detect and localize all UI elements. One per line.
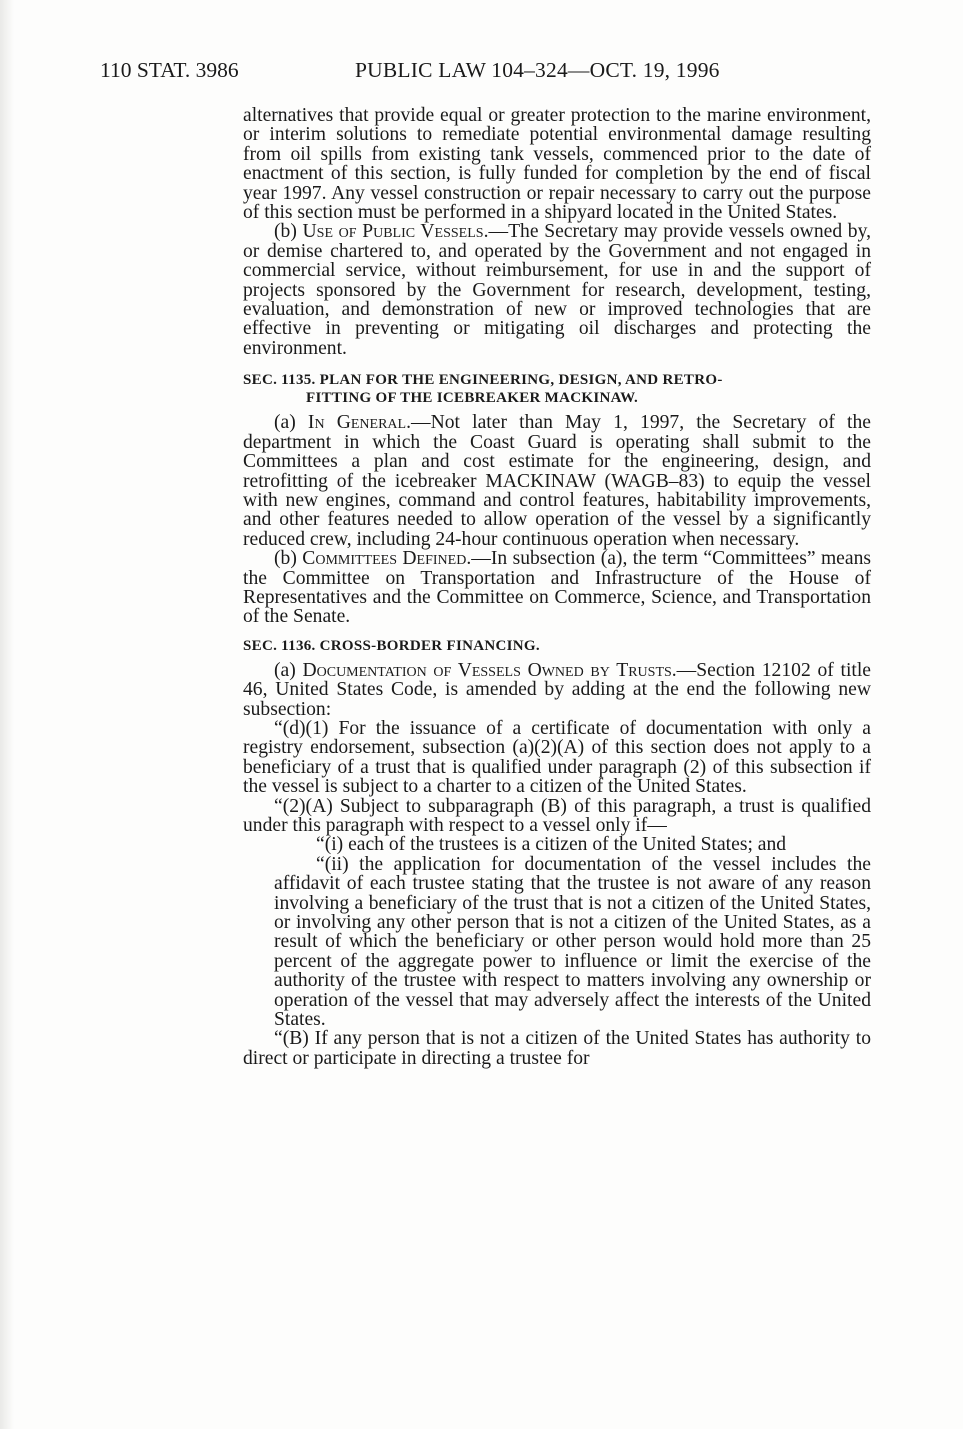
page-edge-shadow [0, 0, 14, 1429]
subsection-text: .—Not later than May 1, 1997, the Secretary of the department in which the Coast Guard is operating shall submit to the Committees a plan and cost estimate for the engineering, design, and retrofitting of the icebreaker MACKINAW (WAGB–83) to equip the vessel with new engines, command and control features, habitability improvements, and other features needed to allow operation of the vessel by a significantly reduced crew, including 24-hour continuous operation when necessary. [243, 412, 871, 550]
paragraph-d1: “(d)(1) For the issuance of a certificate of documentation with only a registry endorsement, subsection (a)(2)(A) of this section does not apply to a beneficiary of a trust that is qualified under paragraph (2) of this subsection if the vessel is subject to a charter to a citizen of the United States. [243, 717, 871, 798]
subsection-heading: Use of Public Vessels [302, 221, 484, 243]
section-heading-line: FITTING OF THE ICEBREAKER MACKINAW. [306, 390, 639, 407]
subsection-label: (a) [274, 659, 303, 681]
paragraph-2a: “(2)(A) Subject to subparagraph (B) of this paragraph, a trust is qualified under this paragraph with respect to a vessel only if— [243, 795, 871, 836]
statute-citation: 110 STAT. 3986 [100, 58, 239, 82]
section-heading-1135 [243, 371, 871, 407]
subsection-heading: In General [307, 412, 407, 434]
paragraph-use-of-public-vessels [243, 222, 871, 358]
paragraph-b: “(B) If any person that is not a citizen of the United States has authority to direct or participate in directing a trustee for [243, 1028, 871, 1069]
subsection-label: (a) [274, 412, 308, 434]
clause-block [243, 835, 871, 1029]
subsection-text: .—The Secretary may provide vessels owned by, or demise chartered to, and operated by the Government and not engaged in commercial service, without reimbursement, for use in and the support of projects sponsored by the Government for research, development, testing, evaluation, and demonstration of new or improved technologies that are effective in preventing or mitigating oil discharges and protecting the environment. [243, 221, 871, 359]
section-heading-1136: SEC. 1136. CROSS-BORDER FINANCING. [243, 637, 540, 654]
subsection-label: (b) [274, 221, 303, 243]
paragraph-documentation-of-vessels [243, 661, 871, 719]
subsection-text: .—Section 12102 of title 46, United States Code, is amended by adding at the end the following new subsection: [243, 659, 871, 720]
paragraph-continuation: alternatives that provide equal or greater protection to the marine environment, or interim solutions to remediate potential environmental damage resulting from oil spills from existing tank vessels, commenced prior to the date of enactment of this section, is fully funded for completion by the end of fiscal year 1997. Any vessel construction or repair necessary to carry out the purpose of this section must be performed in a shipyard located in the United States. [243, 105, 871, 224]
public-law-date: PUBLIC LAW 104–324—OCT. 19, 1996 [355, 58, 720, 82]
subsection-text: .—In subsection (a), the term “Committees” means the Committee on Transportation and Infrastructure of the House of Representatives and the Committee on Commerce, Science, and Transportation of the Senate. [243, 548, 871, 628]
paragraph-in-general [243, 413, 871, 549]
section-heading-line: SEC. 1135. PLAN FOR THE ENGINEERING, DESIGN, AND RETRO- [243, 372, 723, 389]
clause-i: “(i) each of the trustees is a citizen of the United States; and [316, 834, 787, 856]
paragraph-committees-defined [243, 549, 871, 627]
subsection-heading: Documentation of Vessels Owned by Trusts [302, 659, 672, 681]
page-header [100, 58, 880, 88]
subsection-heading: Committees Defined [302, 548, 467, 570]
subsection-label: (b) [274, 548, 303, 570]
document-body [243, 106, 871, 1068]
clause-ii: “(ii) the application for documentation of the vessel includes the affidavit of each trustee stating that the trustee is not aware of any reason involving a beneficiary of the trust that is not a citizen of the United States, or involving any other person that is not a citizen of the United States, as a result of which the beneficiary or other person would hold more than 25 percent of the aggregate power to influence or limit the exercise of the authority of the trustee with respect to matters involving any ownership or operation of the vessel that may adversely affect the interests of the United States. [274, 853, 871, 1031]
